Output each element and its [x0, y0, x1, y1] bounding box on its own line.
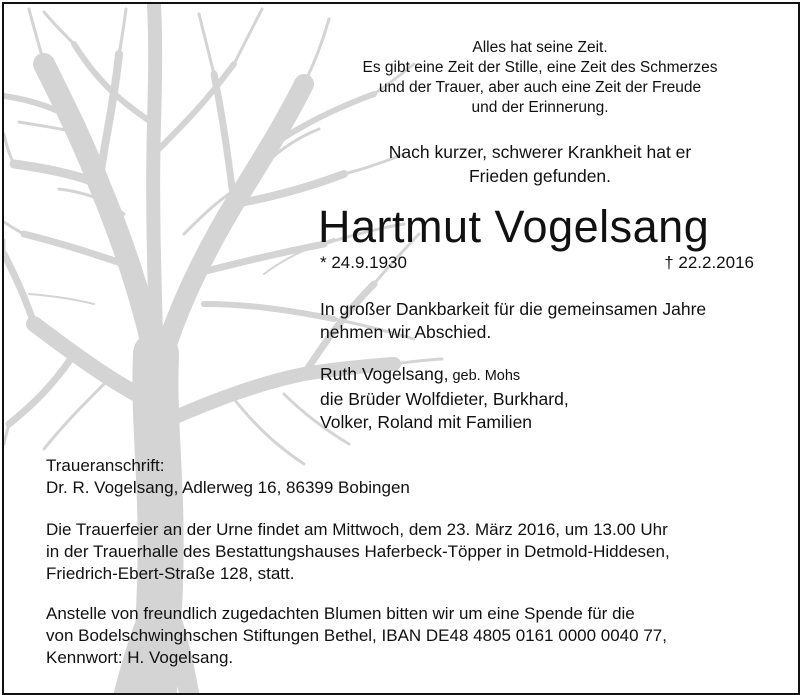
family-first-suffix: geb. Mohs	[448, 368, 521, 384]
motto-line: und der Trauer, aber auch eine Zeit der Freude	[378, 79, 702, 96]
thanks-text	[320, 298, 780, 344]
address-label: Traueranschrift:	[46, 456, 165, 475]
funeral-notice	[46, 519, 776, 585]
funeral-line: Die Trauerfeier an der Urne findet am Mittwoch, dem 23. März 2016, um 13.00 Uhr	[46, 520, 668, 539]
motto-line: Alles hat seine Zeit.	[472, 39, 608, 56]
death-date: † 22.2.2016	[664, 253, 754, 272]
donation-line: Anstelle von freundlich zugedachten Blumen bitten wir um eine Spende für die	[46, 604, 635, 623]
family-line: die Brüder Wolfdieter, Burkhard,	[320, 389, 569, 409]
intro-line: Frieden gefunden.	[468, 166, 612, 186]
donation-notice	[46, 603, 776, 669]
obituary-frame	[2, 2, 800, 695]
motto	[334, 38, 746, 118]
donation-line: Kennwort: H. Vogelsang.	[46, 648, 234, 667]
thanks-line: In großer Dankbarkeit für die gemeinsamen Jahre	[320, 299, 707, 319]
address-value: Dr. R. Vogelsang, Adlerweg 16, 86399 Bobingen	[46, 478, 410, 497]
funeral-line: Friedrich-Ebert-Straße 128, statt.	[46, 564, 295, 583]
deceased-name: Hartmut Vogelsang	[318, 201, 710, 252]
intro-line: Nach kurzer, schwerer Krankheit hat er	[388, 142, 692, 162]
mourning-address	[46, 455, 746, 499]
funeral-line: in der Trauerhalle des Bestattungshauses Haferbeck-Töpper in Detmold-Hiddesen,	[46, 542, 670, 561]
family-line	[320, 363, 780, 388]
intro-text	[334, 140, 746, 188]
thanks-line: nehmen wir Abschied.	[320, 322, 492, 342]
family-list	[320, 363, 780, 434]
donation-line: von Bodelschwinghschen Stiftungen Bethel, IBAN DE48 4805 0161 0000 0040 77,	[46, 626, 667, 645]
motto-line: und der Erinnerung.	[471, 99, 609, 116]
family-first-name: Ruth Vogelsang,	[320, 364, 449, 384]
birth-date: * 24.9.1930	[320, 253, 407, 272]
motto-line: Es gibt eine Zeit der Stille, eine Zeit des Schmerzes	[362, 59, 718, 76]
family-line: Volker, Roland mit Familien	[320, 412, 533, 432]
